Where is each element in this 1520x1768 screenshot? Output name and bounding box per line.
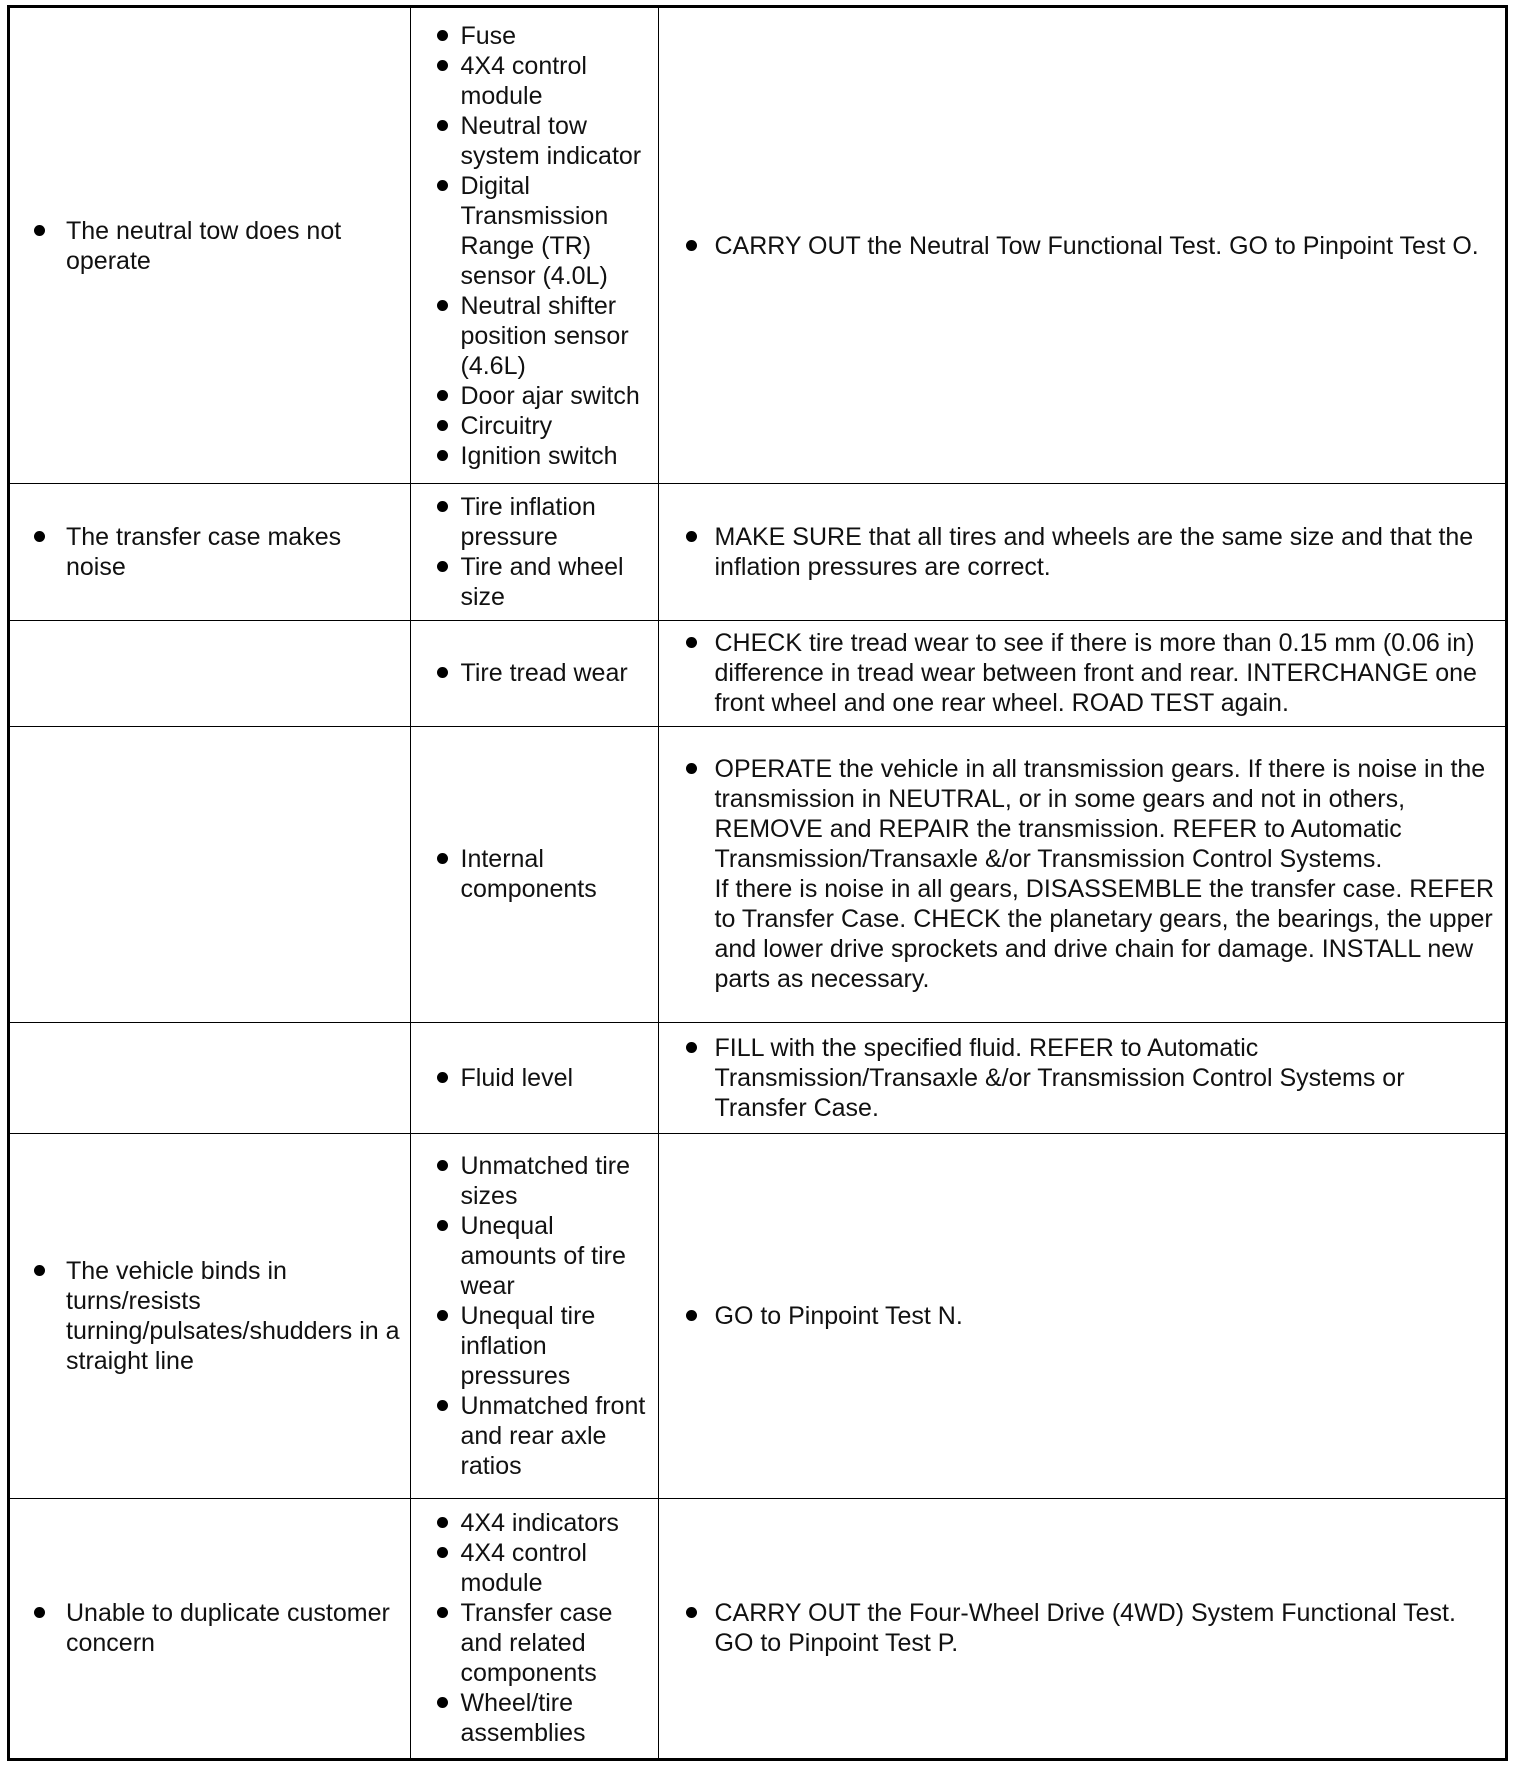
list-item: Tire inflation pressure [411,492,650,552]
list-item: Tire tread wear [411,658,650,688]
list-item: Unequal amounts of tire wear [411,1211,650,1301]
list-item: Internal components [411,844,650,904]
table-row [10,484,1505,621]
diagnostic-table-frame [7,5,1508,1761]
list-item: Fluid level [411,1063,650,1093]
table-row [10,1022,1505,1133]
list-item: Ignition switch [411,441,650,471]
possible-source-cell [410,484,658,621]
action-text-continued: If there is noise in all gears, DISASSEMBLE the transfer case. REFER to Transfer Case. CHECK the planetary gears, the bearings, the upper and lower drive sprockets and drive chain for damage. INSTALL new parts as necessary. [714,875,1494,994]
possible-source-cell [410,726,658,1022]
action-cell [658,1022,1505,1133]
action-text: OPERATE the vehicle in all transmission gears. If there is noise in the transmission in NEUTRAL, or in some gears and not in others, REMOVE and REPAIR the transmission. REFER to Automatic Transmission/Transaxle &/or Transmission Control Systems. [714,755,1486,874]
possible-source-cell [410,8,658,484]
table-row [10,726,1505,1022]
list-item: Fuse [411,21,650,51]
condition-text: The neutral tow does not operate [10,216,402,276]
list-item: Wheel/tire assemblies [411,1688,650,1748]
possible-source-cell [410,1498,658,1758]
table-row [10,8,1505,484]
condition-cell [10,620,410,726]
condition-cell [10,484,410,621]
list-item: 4X4 control module [411,51,650,111]
condition-text: Unable to duplicate customer concern [10,1598,402,1658]
list-item: 4X4 indicators [411,1508,650,1538]
list-item: Door ajar switch [411,381,650,411]
symptom-chart-table [10,8,1505,1758]
list-item: 4X4 control module [411,1538,650,1598]
action-cell [658,8,1505,484]
action-cell [658,620,1505,726]
list-item: Unmatched tire sizes [411,1151,650,1211]
list-item: Neutral shifter position sensor (4.6L) [411,291,650,381]
condition-cell [10,1498,410,1758]
condition-cell [10,1022,410,1133]
action-text: FILL with the specified fluid. REFER to Automatic Transmission/Transaxle &/or Transmission Control Systems or Transfer Case. [659,1033,1498,1123]
action-cell [658,726,1505,1022]
action-item [659,754,1498,994]
possible-source-cell [410,1022,658,1133]
table-row [10,620,1505,726]
list-item: Unequal tire inflation pressures [411,1301,650,1391]
action-text: MAKE SURE that all tires and wheels are the same size and that the inflation pressures are correct. [659,522,1498,582]
action-text: CARRY OUT the Four-Wheel Drive (4WD) System Functional Test. GO to Pinpoint Test P. [659,1598,1498,1658]
action-text: CARRY OUT the Neutral Tow Functional Test. GO to Pinpoint Test O. [659,231,1498,261]
condition-cell [10,726,410,1022]
list-item: Unmatched front and rear axle ratios [411,1391,650,1481]
possible-source-cell [410,620,658,726]
condition-cell [10,8,410,484]
possible-source-cell [410,1133,658,1498]
action-text: CHECK tire tread wear to see if there is more than 0.15 mm (0.06 in) difference in tread wear between front and rear. INTERCHANGE one front wheel and one rear wheel. ROAD TEST again. [659,628,1498,718]
action-cell [658,484,1505,621]
list-item: Digital Transmission Range (TR) sensor (4.0L) [411,171,650,291]
action-cell [658,1133,1505,1498]
action-text: GO to Pinpoint Test N. [659,1301,1498,1331]
condition-text: The vehicle binds in turns/resists turning/pulsates/shudders in a straight line [10,1256,402,1376]
list-item: Transfer case and related components [411,1598,650,1688]
list-item: Circuitry [411,411,650,441]
condition-text: The transfer case makes noise [10,522,402,582]
list-item: Tire and wheel size [411,552,650,612]
condition-cell [10,1133,410,1498]
list-item: Neutral tow system indicator [411,111,650,171]
table-row [10,1133,1505,1498]
action-cell [658,1498,1505,1758]
table-row [10,1498,1505,1758]
